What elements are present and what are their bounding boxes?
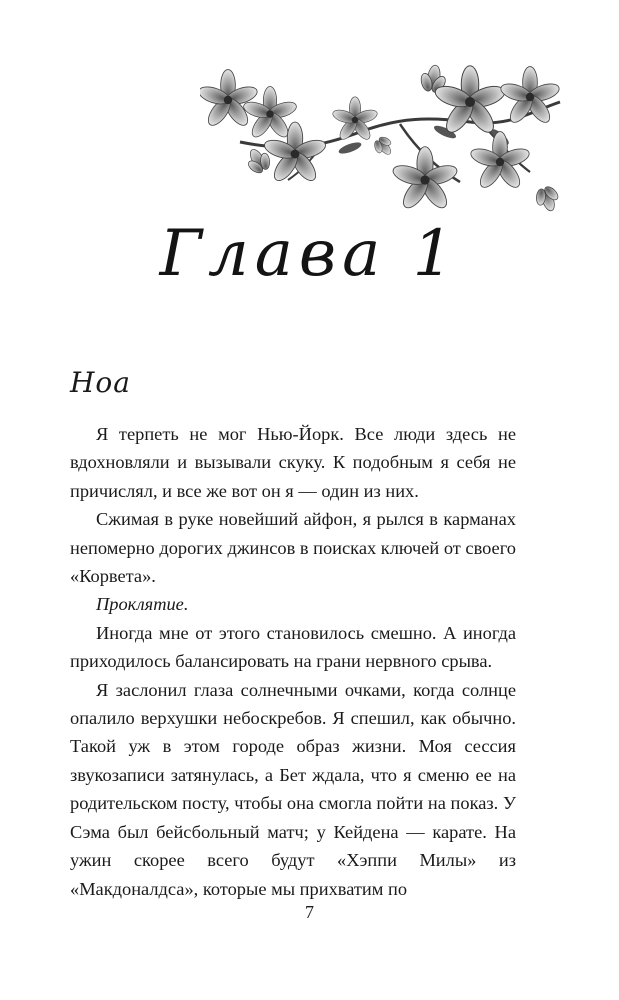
paragraph: Проклятие. — [96, 594, 189, 615]
paragraph: Иногда мне от этого становилось смешно. А иногда приходилось балансировать на грани нервного срыва. — [70, 622, 516, 672]
paragraph: Сжимая в руке новейший айфон, я рылся в карманах непомерно дорогих джинсов в поисках ключей от своего «Корвета». — [70, 509, 516, 587]
chapter-body — [70, 420, 516, 903]
magnolia-branch-icon — [200, 62, 570, 222]
paragraph: Я терпеть не мог Нью-Йорк. Все люди здесь не вдохновляли и вызывали скуку. К подобным я себя не причислял, и все же вот он я — один из них. — [70, 424, 516, 501]
page-number: 7 — [305, 902, 314, 922]
chapter-title: Глава 1 — [159, 217, 460, 291]
paragraph: Я заслонил глаза солнечными очками, когда солнце опалило верхушки небоскребов. Я спешил, как обычно. Такой уж в этом городе образ жизни. Моя сессия звукозаписи затянулась, а Бет ждала, что я сменю ее на родительском посту, чтобы она смогла пойти на показ. У Сэма был бейсбольный матч; у Кейдена — карате. На ужин скорее всего будут «Хэппи Милы» из «Макдоналдса», которые мы прихватим по — [70, 679, 516, 899]
narrator-heading: Ноа — [70, 366, 131, 399]
